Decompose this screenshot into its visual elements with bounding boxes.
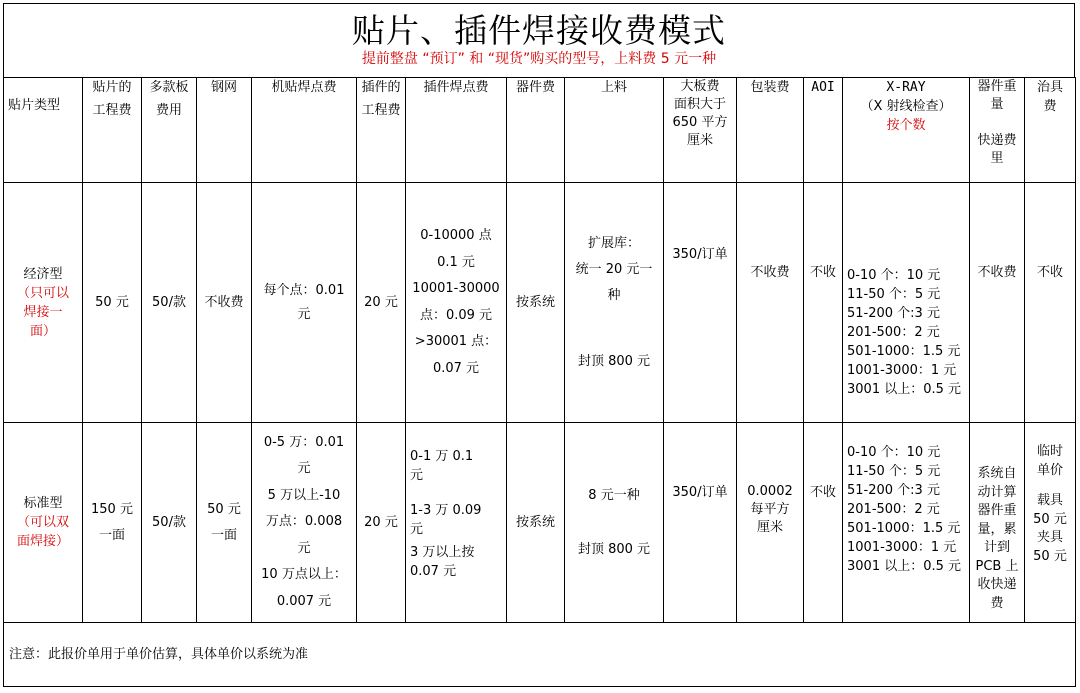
cell-parts: 按系统 xyxy=(507,183,565,423)
header-xray: X-RAY （X 射线检查） 按个数 xyxy=(843,78,970,183)
header-aoi: AOI xyxy=(804,78,843,183)
cell-xray: 0-10 个：10 元 11-50 个：5 元 51-200 个:3 元 201-500：2 元 501-1000：1.5 元 1001-3000：1 元 3001 以上：0.5 元 xyxy=(843,183,970,423)
cell-stencil: 不收费 xyxy=(197,183,252,423)
cell-aoi: 不收 xyxy=(804,183,843,423)
cell-dip-point: 0-10000 点 0.1 元 10001-30000 点：0.09 元 >30001 点： 0.07 元 xyxy=(406,183,507,423)
cell-multi-board: 50/款 xyxy=(142,423,197,623)
cell-smt-eng: 150 元 一面 xyxy=(83,423,142,623)
table-row xyxy=(4,183,1076,423)
header-fixture: 治具 费 xyxy=(1025,78,1076,183)
cell-feeding: 8 元一种 封顶 800 元 xyxy=(565,423,664,623)
cell-big-board: 350/订单 xyxy=(664,183,737,423)
cell-smt-point: 每个点：0.01 元 xyxy=(252,183,357,423)
pricing-table xyxy=(3,77,1076,687)
cell-smt-eng: 50 元 xyxy=(83,183,142,423)
header-smt-type: 贴片类型 xyxy=(4,78,83,183)
cell-parts: 按系统 xyxy=(507,423,565,623)
cell-smt-point: 0-5 万：0.01 元 5 万以上-10 万点：0.008 元 10 万点以上： 0.007 元 xyxy=(252,423,357,623)
cell-xray: 0-10 个：10 元 11-50 个：5 元 51-200 个:3 元 201-500：2 元 501-1000：1.5 元 1001-3000：1 元 3001 以上：0.5 元 xyxy=(843,423,970,623)
note-text: 注意：此报价单用于单价估算，具体单价以系统为准 xyxy=(4,623,1076,687)
cell-dip-eng: 20 元 xyxy=(357,423,406,623)
header-big-board: 大板费 面积大于 650 平方 厘米 xyxy=(664,78,737,183)
sheet-title: 贴片、插件焊接收费模式 xyxy=(352,11,726,50)
cell-stencil: 50 元 一面 xyxy=(197,423,252,623)
header-parts: 器件费 xyxy=(507,78,565,183)
cell-packing: 0.0002 每平方 厘米 xyxy=(737,423,804,623)
header-smt-point: 机贴焊点费 xyxy=(252,78,357,183)
cell-aoi: 不收 xyxy=(804,423,843,623)
note-row xyxy=(4,623,1076,687)
header-stencil: 钢网 xyxy=(197,78,252,183)
header-smt-eng: 贴片的 工程费 xyxy=(83,78,142,183)
cell-weight: 系统自 动计算 器件重 量，累 计到 PCB 上 收快递 费 xyxy=(970,423,1025,623)
cell-multi-board: 50/款 xyxy=(142,183,197,423)
header-dip-point: 插件焊点费 xyxy=(406,78,507,183)
cell-fixture: 不收 xyxy=(1025,183,1076,423)
cell-type: 标准型 （可以双 面焊接） xyxy=(4,423,83,623)
header-packing: 包装费 xyxy=(737,78,804,183)
table-row xyxy=(4,423,1076,623)
cell-fixture: 临时 单价 载具 50 元 夹具 50 元 xyxy=(1025,423,1076,623)
header-feeding: 上料 xyxy=(565,78,664,183)
cell-packing: 不收费 xyxy=(737,183,804,423)
cell-big-board: 350/订单 xyxy=(664,423,737,623)
cell-dip-eng: 20 元 xyxy=(357,183,406,423)
header-dip-eng: 插件的 工程费 xyxy=(357,78,406,183)
cell-feeding: 扩展库： 统一 20 元一 种 封顶 800 元 xyxy=(565,183,664,423)
header-weight: 器件重 量 快递费 里 xyxy=(970,78,1025,183)
cell-weight: 不收费 xyxy=(970,183,1025,423)
cell-type: 经济型 （只可以 焊接一 面） xyxy=(4,183,83,423)
sheet-subtitle: 提前整盘 “预订” 和 “现货”购买的型号，上料费 5 元一种 xyxy=(361,51,717,67)
title-area xyxy=(3,3,1075,77)
cell-dip-point: 0-1 万 0.1 元 1-3 万 0.09 元 3 万以上按 0.07 元 xyxy=(406,423,507,623)
header-multi-board: 多款板 费用 xyxy=(142,78,197,183)
header-row xyxy=(4,78,1076,183)
